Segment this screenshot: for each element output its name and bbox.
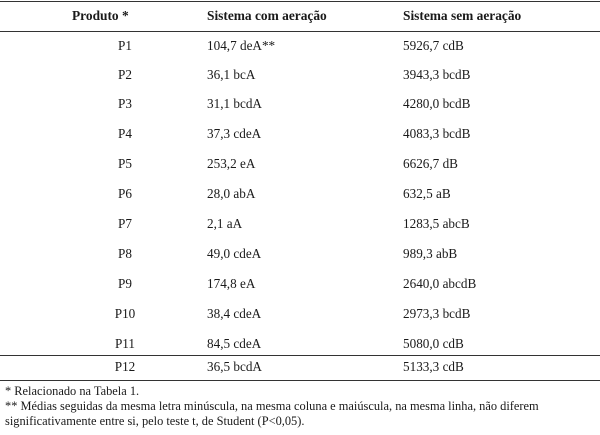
- footnote-3: significativamente entre si, pelo teste t, de Student (P<0,05).: [5, 414, 305, 428]
- cell-com-aeracao: 38,4 cdeA: [207, 306, 262, 321]
- cell-sem-aeracao: 6626,7 dB: [403, 156, 458, 171]
- cell-com-aeracao: 104,7 deA**: [207, 38, 276, 53]
- cell-produto: P5: [118, 156, 132, 171]
- cell-com-aeracao: 174,8 eA: [207, 276, 256, 291]
- cell-sem-aeracao: 5133,3 cdB: [403, 359, 464, 374]
- cell-produto: P11: [114, 336, 136, 351]
- footnote-2: ** Médias seguidas da mesma letra minúscula, na mesma coluna e maiúscula, na mesma linha, não diferem: [5, 399, 539, 413]
- cell-com-aeracao: 2,1 aA: [207, 216, 243, 231]
- cell-produto: P3: [118, 96, 132, 111]
- cell-sem-aeracao: 632,5 aB: [403, 186, 451, 201]
- cell-sem-aeracao: 989,3 abB: [403, 246, 458, 261]
- cell-com-aeracao: 28,0 abA: [207, 186, 256, 201]
- cell-produto: P4: [118, 126, 132, 141]
- cell-sem-aeracao: 1283,5 abcB: [403, 216, 470, 231]
- cell-com-aeracao: 36,1 bcA: [207, 67, 256, 82]
- cell-com-aeracao: 253,2 eA: [207, 156, 256, 171]
- table-mid-rule: [0, 355, 600, 356]
- cell-sem-aeracao: 3943,3 bcdB: [403, 67, 471, 82]
- cell-sem-aeracao: 5080,0 cdB: [403, 336, 464, 351]
- cell-produto: P10: [114, 306, 136, 321]
- cell-produto: P2: [118, 67, 132, 82]
- cell-produto: P9: [118, 276, 132, 291]
- cell-com-aeracao: 37,3 cdeA: [207, 126, 262, 141]
- cell-com-aeracao: 31,1 bcdA: [207, 96, 262, 111]
- cell-sem-aeracao: 2973,3 bcdB: [403, 306, 471, 321]
- header-sem-aeracao: Sistema sem aeração: [403, 8, 522, 23]
- cell-produto: P12: [114, 359, 136, 374]
- cell-com-aeracao: 84,5 cdeA: [207, 336, 262, 351]
- header-produto: Produto *: [72, 8, 129, 23]
- cell-produto: P6: [118, 186, 132, 201]
- table-top-rule: [0, 1, 600, 2]
- header-rule: [0, 31, 600, 32]
- cell-sem-aeracao: 4083,3 bcdB: [403, 126, 471, 141]
- cell-com-aeracao: 36,5 bcdA: [207, 359, 262, 374]
- cell-sem-aeracao: 4280,0 bcdB: [403, 96, 471, 111]
- cell-sem-aeracao: 5926,7 cdB: [403, 38, 464, 53]
- cell-com-aeracao: 49,0 cdeA: [207, 246, 262, 261]
- cell-produto: P7: [118, 216, 132, 231]
- cell-sem-aeracao: 2640,0 abcdB: [403, 276, 477, 291]
- header-com-aeracao: Sistema com aeração: [207, 8, 327, 23]
- cell-produto: P8: [118, 246, 132, 261]
- cell-produto: P1: [118, 38, 132, 53]
- footnote-1: * Relacionado na Tabela 1.: [5, 384, 140, 398]
- table-bottom-rule: [0, 380, 600, 381]
